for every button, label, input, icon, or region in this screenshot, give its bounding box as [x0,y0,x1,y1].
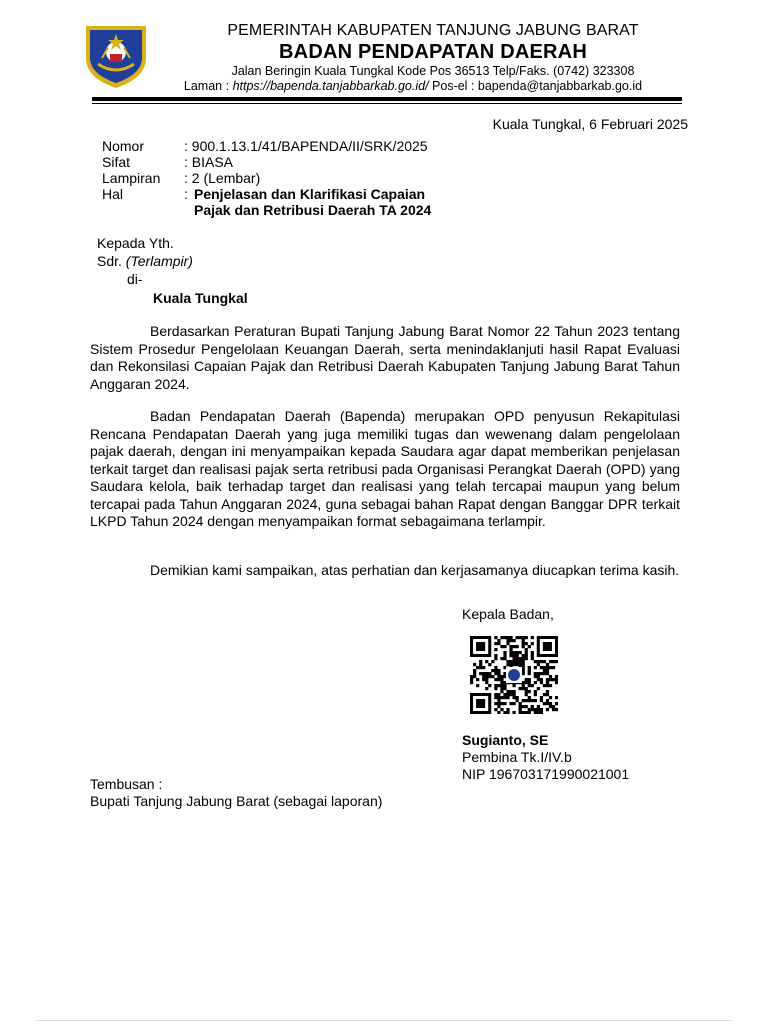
hal-label: Hal [102,186,124,202]
signer-nip: NIP 196703171990021001 [462,766,630,782]
nomor-value: : 900.1.13.1/41/BAPENDA/II/SRK/2025 [184,138,428,154]
letterhead-government: PEMERINTAH KABUPATEN TANJUNG JABUNG BARAT [227,22,639,39]
laman-label: Laman : [183,79,230,93]
cc-label: Tembusan : [90,776,163,792]
carbon-copy [90,776,382,810]
letterhead-rule-thick [92,97,682,101]
hal-separator: : [184,186,188,202]
nomor-label: Nomor [102,138,145,154]
letterhead-contact [120,79,706,93]
letter-date: Kuala Tungkal, 6 Februari 2025 [492,116,688,132]
letterhead-agency: BADAN PENDAPATAN DAERAH [279,41,587,63]
signature-title: Kepala Badan, [462,606,554,622]
addressee-sdr [97,252,248,270]
lampiran-label: Lampiran [102,170,161,186]
sdr-note: (Terlampir) [125,253,193,269]
signer-name: Sugianto, SE [462,732,549,748]
addressee-di: di- [127,271,143,287]
qr-code-signature-icon [470,636,558,714]
website-link[interactable]: https://bapenda.tanjabbarkab.go.id/ [232,79,429,93]
letter-meta [102,138,431,218]
addressee [97,234,248,307]
body-paragraph-2: Badan Pendapatan Daerah (Bapenda) merupakan OPD penyusun Rekapitulasi Rencana Pendapatan Daerah yang juga memiliki tugas dan wewenang dalam pengelolaan pajak daerah, dengan ini menyampaikan kepada Saudara agar dapat memberikan penjelasan terkait target dan realisasi pajak serta retribusi pada Organisasi Perangkat Daerah (OPD) yang Saudara kelola, baik terhadap target dan realisasi yang telah tercapai maupun yang belum tercapai pada Tahun Anggaran 2024, guna sebagai bahan Rapat dengan Banggar DPR terkait LKPD Tahun 2024 dengan menyampaikan format sebagaimana terlampir. [90,408,680,529]
sifat-value: : BIASA [184,154,234,170]
sdr-label: Sdr. [97,253,122,269]
letterhead-address: Jalan Beringin Kuala Tungkal Kode Pos 36513 Telp/Faks. (0742) 323308 [231,64,635,78]
addressee-to: Kepada Yth. [97,235,174,251]
email-contact: Pos-el : bapenda@tanjabbarkab.go.id [432,79,643,93]
letterhead-rule-thin [92,103,682,104]
sifat-label: Sifat [102,154,131,170]
cc-item: Bupati Tanjung Jabung Barat (sebagai laporan) [90,793,383,809]
body-paragraph-1: Berdasarkan Peraturan Bupati Tanjung Jabung Barat Nomor 22 Tahun 2023 tentang Sistem Prosedur Pengelolaan Keuangan Daerah, serta menindaklanjuti hasil Rapat Evaluasi dan Rekonsilasi Capaian Pajak dan Retribusi Daerah Kabupaten Tanjung Jabung Barat Tahun Anggaran 2024. [90,323,680,392]
lampiran-value: : 2 (Lembar) [184,170,261,186]
page-edge [36,1020,732,1021]
signer-rank: Pembina Tk.I/IV.b [462,749,572,765]
addressee-city: Kuala Tungkal [153,290,248,306]
hal-value-line2: Pajak dan Retribusi Daerah TA 2024 [194,202,432,218]
signer-block [462,732,629,783]
hal-value-line1: Penjelasan dan Klarifikasi Capaian [194,186,426,202]
body-paragraph-3: Demikian kami sampaikan, atas perhatian dan kerjasamanya diucapkan terima kasih. [150,562,680,578]
